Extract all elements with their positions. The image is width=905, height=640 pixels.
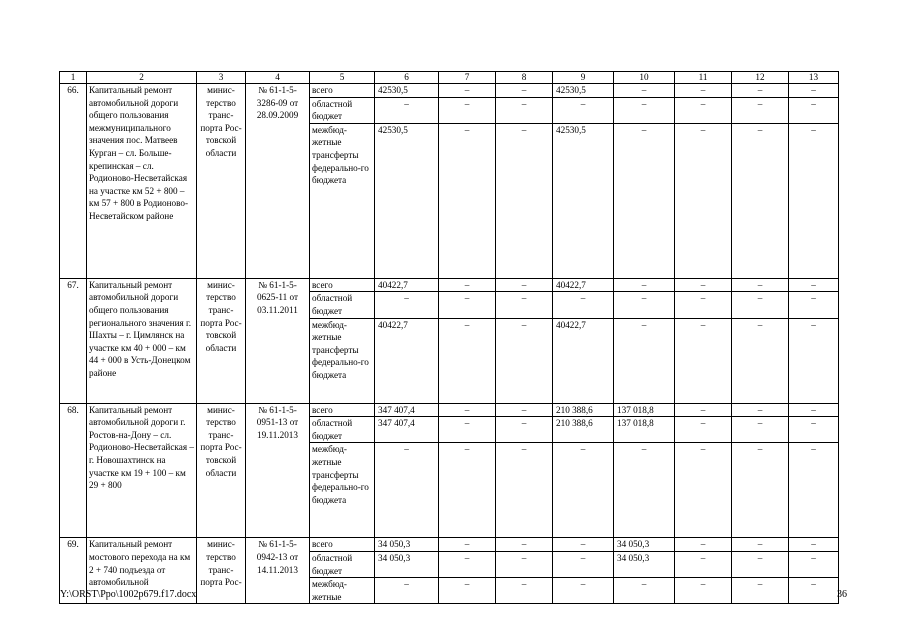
- amount-cell-c9: 210 388,6: [553, 417, 614, 443]
- column-number-header: 4: [246, 72, 310, 84]
- funding-source: областной бюджет: [310, 551, 375, 577]
- amount-cell-c10: –: [614, 578, 675, 604]
- amount-cell-c11: –: [675, 417, 732, 443]
- amount-cell-c8: –: [496, 403, 553, 417]
- object-name: Капитальный ремонт автомобильной дороги общего пользования межмуниципального значения пос. Матвеев Курган – сл. Больше-крепинская – сл. Родионово-Несветайская на участке км 52 + 800 – км 57 + 800 в Родионово-Несветайском районе: [87, 84, 197, 279]
- footer-file-path: Y:\ORST\Ppo\1002p679.f17.docx: [60, 589, 197, 600]
- amount-cell-c6: –: [375, 578, 439, 604]
- amount-cell-c13: –: [789, 97, 839, 123]
- amount-cell-c12: –: [732, 443, 789, 538]
- funding-source: областной бюджет: [310, 97, 375, 123]
- amount-cell-c8: –: [496, 318, 553, 403]
- amount-cell-c13: –: [789, 551, 839, 577]
- amount-cell-c9: 42530,5: [553, 123, 614, 278]
- column-number-header: 13: [789, 72, 839, 84]
- amount-cell-c11: –: [675, 318, 732, 403]
- amount-cell-c13: –: [789, 84, 839, 98]
- amount-cell-c7: –: [439, 292, 496, 318]
- funding-source: всего: [310, 538, 375, 552]
- row-number: 69.: [60, 538, 87, 604]
- amount-cell-c6: 40422,7: [375, 278, 439, 292]
- amount-cell-c6: 34 050,3: [375, 538, 439, 552]
- amount-cell-c8: –: [496, 84, 553, 98]
- funding-source: всего: [310, 84, 375, 98]
- table-row: [60, 538, 839, 552]
- amount-cell-c13: –: [789, 538, 839, 552]
- amount-cell-c13: –: [789, 318, 839, 403]
- amount-cell-c10: –: [614, 292, 675, 318]
- amount-cell-c13: –: [789, 417, 839, 443]
- amount-cell-c12: –: [732, 551, 789, 577]
- amount-cell-c6: 42530,5: [375, 123, 439, 278]
- row-number: 66.: [60, 84, 87, 279]
- amount-cell-c6: 347 407,4: [375, 417, 439, 443]
- amount-cell-c7: –: [439, 538, 496, 552]
- amount-cell-c7: –: [439, 318, 496, 403]
- object-name: Капитальный ремонт автомобильной дороги общего пользования регионального значения г. Шахты – г. Цимлянск на участке км 40 + 000 – км 44 + 000 в Усть-Донецком районе: [87, 278, 197, 403]
- amount-cell-c11: –: [675, 538, 732, 552]
- amount-cell-c10: –: [614, 84, 675, 98]
- amount-cell-c12: –: [732, 292, 789, 318]
- amount-cell-c11: –: [675, 403, 732, 417]
- amount-cell-c11: –: [675, 292, 732, 318]
- amount-cell-c9: –: [553, 97, 614, 123]
- amount-cell-c6: –: [375, 443, 439, 538]
- amount-cell-c12: –: [732, 578, 789, 604]
- amount-cell-c13: –: [789, 443, 839, 538]
- amount-cell-c11: –: [675, 278, 732, 292]
- amount-cell-c8: –: [496, 292, 553, 318]
- amount-cell-c9: –: [553, 443, 614, 538]
- object-name: Капитальный ремонт автомобильной дороги г. Ростов-на-Дону – сл. Родионово-Несветайская – г. Новошахтинск на участке км 19 + 100 – км 29 + 800: [87, 403, 197, 538]
- amount-cell-c9: –: [553, 538, 614, 552]
- column-number-header: 3: [197, 72, 246, 84]
- ministry-name: минис-терство транс-порта Рос-товской области: [197, 278, 246, 403]
- amount-cell-c7: –: [439, 578, 496, 604]
- funding-source: всего: [310, 403, 375, 417]
- amount-cell-c10: –: [614, 278, 675, 292]
- ministry-name: минис-терство транс-порта Рос-товской области: [197, 84, 246, 279]
- column-number-header: 2: [87, 72, 197, 84]
- amount-cell-c8: –: [496, 417, 553, 443]
- document-table: [59, 71, 839, 604]
- amount-cell-c10: 34 050,3: [614, 551, 675, 577]
- amount-cell-c11: –: [675, 443, 732, 538]
- amount-cell-c13: –: [789, 403, 839, 417]
- amount-cell-c10: 34 050,3: [614, 538, 675, 552]
- amount-cell-c13: –: [789, 578, 839, 604]
- amount-cell-c8: –: [496, 123, 553, 278]
- funding-source: межбюд-жетные трансферты федерально-го бюджета: [310, 318, 375, 403]
- column-number-header: 8: [496, 72, 553, 84]
- amount-cell-c6: 347 407,4: [375, 403, 439, 417]
- row-number: 67.: [60, 278, 87, 403]
- ministry-name: минис-терство транс-порта Рос-: [197, 538, 246, 604]
- expertise-document: № 61-1-5-0951-13 от 19.11.2013: [246, 403, 310, 538]
- amount-cell-c12: –: [732, 84, 789, 98]
- funding-source: межбюд-жетные трансферты федерально-го бюджета: [310, 443, 375, 538]
- amount-cell-c11: –: [675, 97, 732, 123]
- amount-cell-c9: 42530,5: [553, 84, 614, 98]
- amount-cell-c8: –: [496, 97, 553, 123]
- amount-cell-c12: –: [732, 97, 789, 123]
- amount-cell-c9: –: [553, 551, 614, 577]
- funding-source: областной бюджет: [310, 292, 375, 318]
- expertise-document: № 61-1-5-0942-13 от 14.11.2013: [246, 538, 310, 604]
- table-row: [60, 403, 839, 417]
- amount-cell-c7: –: [439, 551, 496, 577]
- amount-cell-c8: –: [496, 538, 553, 552]
- amount-cell-c12: –: [732, 123, 789, 278]
- amount-cell-c6: –: [375, 292, 439, 318]
- funding-source: межбюд-жетные: [310, 578, 375, 604]
- amount-cell-c8: –: [496, 578, 553, 604]
- amount-cell-c8: –: [496, 278, 553, 292]
- amount-cell-c6: –: [375, 97, 439, 123]
- amount-cell-c7: –: [439, 97, 496, 123]
- amount-cell-c6: 42530,5: [375, 84, 439, 98]
- amount-cell-c10: –: [614, 123, 675, 278]
- amount-cell-c6: 40422,7: [375, 318, 439, 403]
- amount-cell-c13: –: [789, 123, 839, 278]
- column-number-header: 7: [439, 72, 496, 84]
- column-number-header: 9: [553, 72, 614, 84]
- amount-cell-c13: –: [789, 278, 839, 292]
- table-row: [60, 84, 839, 98]
- amount-cell-c12: –: [732, 278, 789, 292]
- amount-cell-c9: 210 388,6: [553, 403, 614, 417]
- amount-cell-c10: –: [614, 318, 675, 403]
- row-number: 68.: [60, 403, 87, 538]
- column-number-header-row: [60, 72, 839, 84]
- amount-cell-c10: –: [614, 443, 675, 538]
- funding-source: областной бюджет: [310, 417, 375, 443]
- amount-cell-c13: –: [789, 292, 839, 318]
- column-number-header: 12: [732, 72, 789, 84]
- column-number-header: 1: [60, 72, 87, 84]
- amount-cell-c9: –: [553, 578, 614, 604]
- amount-cell-c11: –: [675, 551, 732, 577]
- amount-cell-c11: –: [675, 123, 732, 278]
- amount-cell-c7: –: [439, 417, 496, 443]
- amount-cell-c9: –: [553, 292, 614, 318]
- funding-source: межбюд-жетные трансферты федерально-го бюджета: [310, 123, 375, 278]
- amount-cell-c12: –: [732, 318, 789, 403]
- amount-cell-c7: –: [439, 443, 496, 538]
- amount-cell-c9: 40422,7: [553, 278, 614, 292]
- amount-cell-c7: –: [439, 84, 496, 98]
- amount-cell-c8: –: [496, 551, 553, 577]
- table-row: [60, 278, 839, 292]
- amount-cell-c7: –: [439, 403, 496, 417]
- amount-cell-c9: 40422,7: [553, 318, 614, 403]
- column-number-header: 6: [375, 72, 439, 84]
- ministry-name: минис-терство транс-порта Рос-товской области: [197, 403, 246, 538]
- column-number-header: 11: [675, 72, 732, 84]
- column-number-header: 5: [310, 72, 375, 84]
- amount-cell-c7: –: [439, 123, 496, 278]
- object-name: Капитальный ремонт мостового перехода на км 2 + 740 подъезда от автомобильной: [87, 538, 197, 604]
- amount-cell-c12: –: [732, 417, 789, 443]
- amount-cell-c11: –: [675, 578, 732, 604]
- expertise-document: № 61-1-5-3286-09 от 28.09.2009: [246, 84, 310, 279]
- amount-cell-c12: –: [732, 403, 789, 417]
- amount-cell-c10: –: [614, 97, 675, 123]
- funding-source: всего: [310, 278, 375, 292]
- column-number-header: 10: [614, 72, 675, 84]
- amount-cell-c11: –: [675, 84, 732, 98]
- footer-page-number: 36: [837, 589, 847, 600]
- amount-cell-c10: 137 018,8: [614, 417, 675, 443]
- amount-cell-c7: –: [439, 278, 496, 292]
- amount-cell-c6: 34 050,3: [375, 551, 439, 577]
- amount-cell-c12: –: [732, 538, 789, 552]
- amount-cell-c8: –: [496, 443, 553, 538]
- expertise-document: № 61-1-5-0625-11 от 03.11.2011: [246, 278, 310, 403]
- amount-cell-c10: 137 018,8: [614, 403, 675, 417]
